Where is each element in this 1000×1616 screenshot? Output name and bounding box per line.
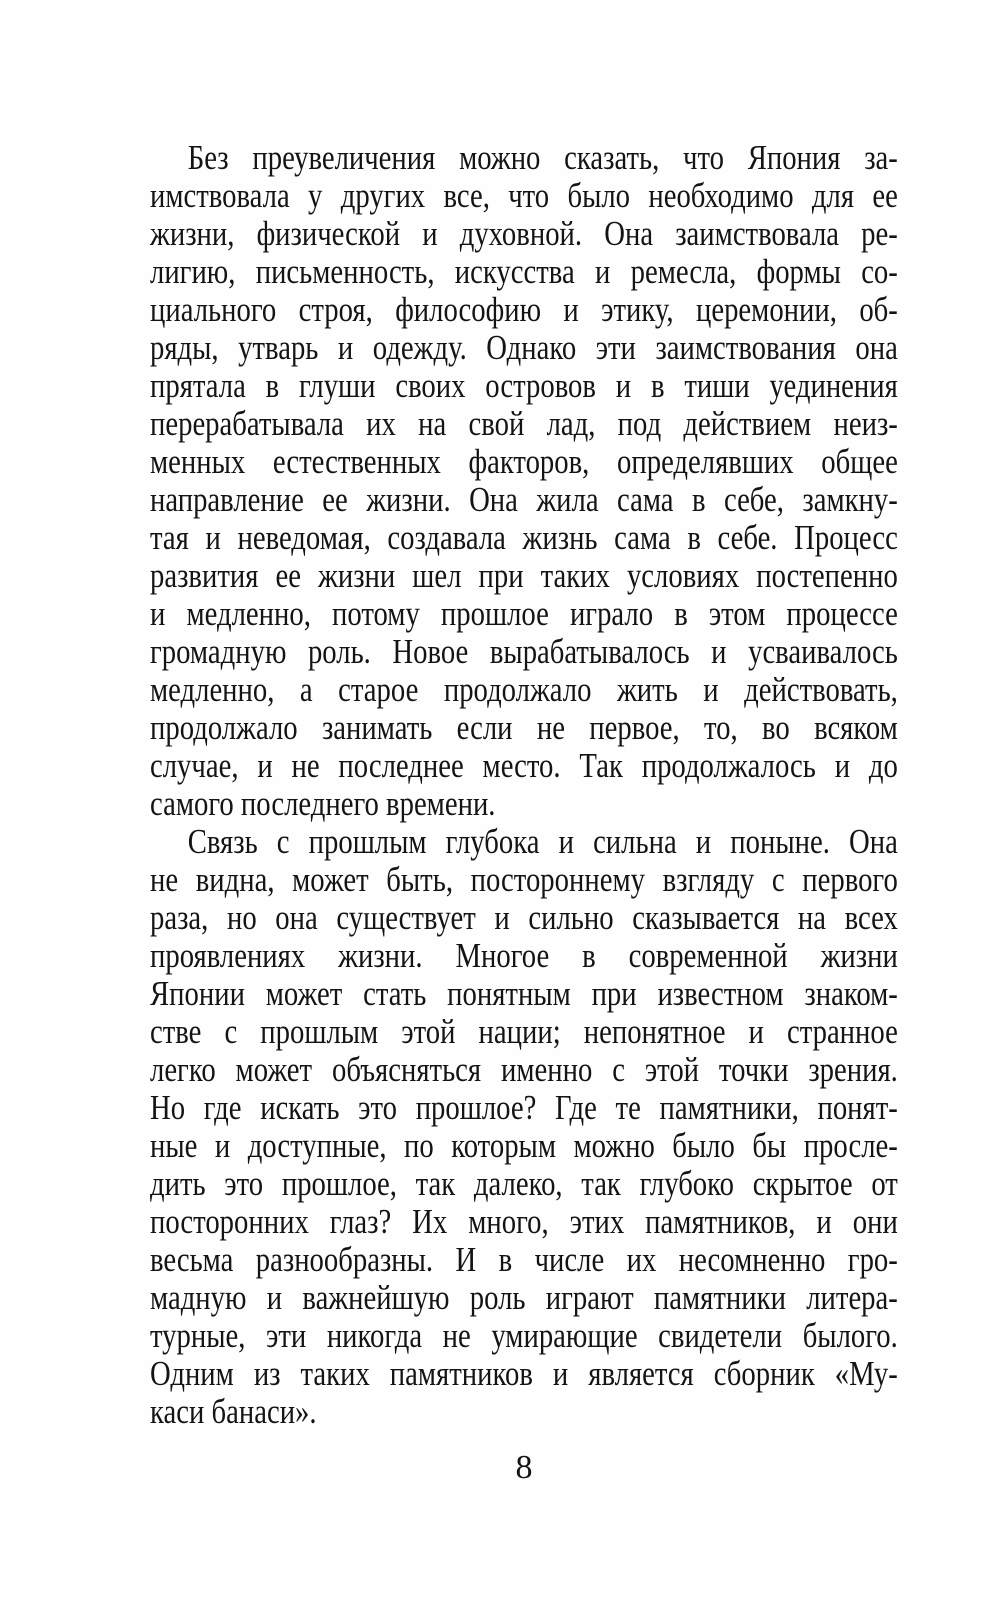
text-line: Связь с прошлым глубока и сильна и поныне. Она [187,822,898,861]
text-line: Японии может стать понятным при известном знаком- [150,974,898,1013]
text-line: проявлениях жизни. Многое в современной жизни [150,936,898,975]
text-line: ные и доступные, по которым можно было бы просле- [150,1126,898,1165]
text-line: мадную и важнейшую роль играют памятники литера- [150,1278,898,1317]
text-line: медленно, а старое продолжало жить и действовать, [150,670,898,709]
text-line: направление ее жизни. Она жила сама в себе, замкну- [150,480,898,519]
text-line: жизни, физической и духовной. Она заимствовала ре- [150,214,898,253]
text-line: имствовала у других все, что было необходимо для ее [150,176,898,215]
text-line: тая и неведомая, создавала жизнь сама в себе. Процесс [150,518,898,557]
text-line: громадную роль. Новое вырабатывалось и усваивалось [150,632,898,671]
text-line: посторонних глаз? Их много, этих памятников, и они [150,1202,898,1241]
text-line: ряды, утварь и одежду. Однако эти заимствования она [150,328,898,367]
text-line: и медленно, потому прошлое играло в этом процессе [150,594,898,633]
text-line: прятала в глуши своих островов и в тиши уединения [150,366,898,405]
text-line: циального строя, философию и этику, церемонии, об- [150,290,898,329]
page-text [150,139,898,1431]
text-line: Одним из таких памятников и является сборник «Му- [150,1354,898,1393]
text-line: случае, и не последнее место. Так продолжалось и до [150,746,898,785]
page-number: 8 [515,1449,533,1486]
paragraph-2 [150,823,898,1431]
text-line: раза, но она существует и сильно сказывается на всех [150,898,898,937]
text-line: самого последнего времени. [150,784,496,823]
text-line: турные, эти никогда не умирающие свидетели былого. [150,1316,898,1355]
paragraph-1 [150,139,898,823]
text-line: Но где искать это прошлое? Где те памятники, понят- [150,1088,898,1127]
text-line: не видна, может быть, постороннему взгляду с первого [150,860,898,899]
text-line: менных естественных факторов, определявших общее [150,442,898,481]
text-line: перерабатывала их на свой лад, под действием неиз- [150,404,898,443]
text-line: легко может объясняться именно с этой точки зрения. [150,1050,898,1089]
text-line: каси банаси». [150,1392,317,1431]
text-line: дить это прошлое, так далеко, так глубоко скрытое от [150,1164,898,1203]
text-line: стве с прошлым этой нации; непонятное и странное [150,1012,898,1051]
text-line: Без преувеличения можно сказать, что Япония за- [187,138,898,177]
text-line: весьма разнообразны. И в числе их несомненно гро- [150,1240,898,1279]
text-line: развития ее жизни шел при таких условиях постепенно [150,556,898,595]
text-line: лигию, письменность, искусства и ремесла, формы со- [150,252,898,291]
text-line: продолжало занимать если не первое, то, во всяком [150,708,898,747]
